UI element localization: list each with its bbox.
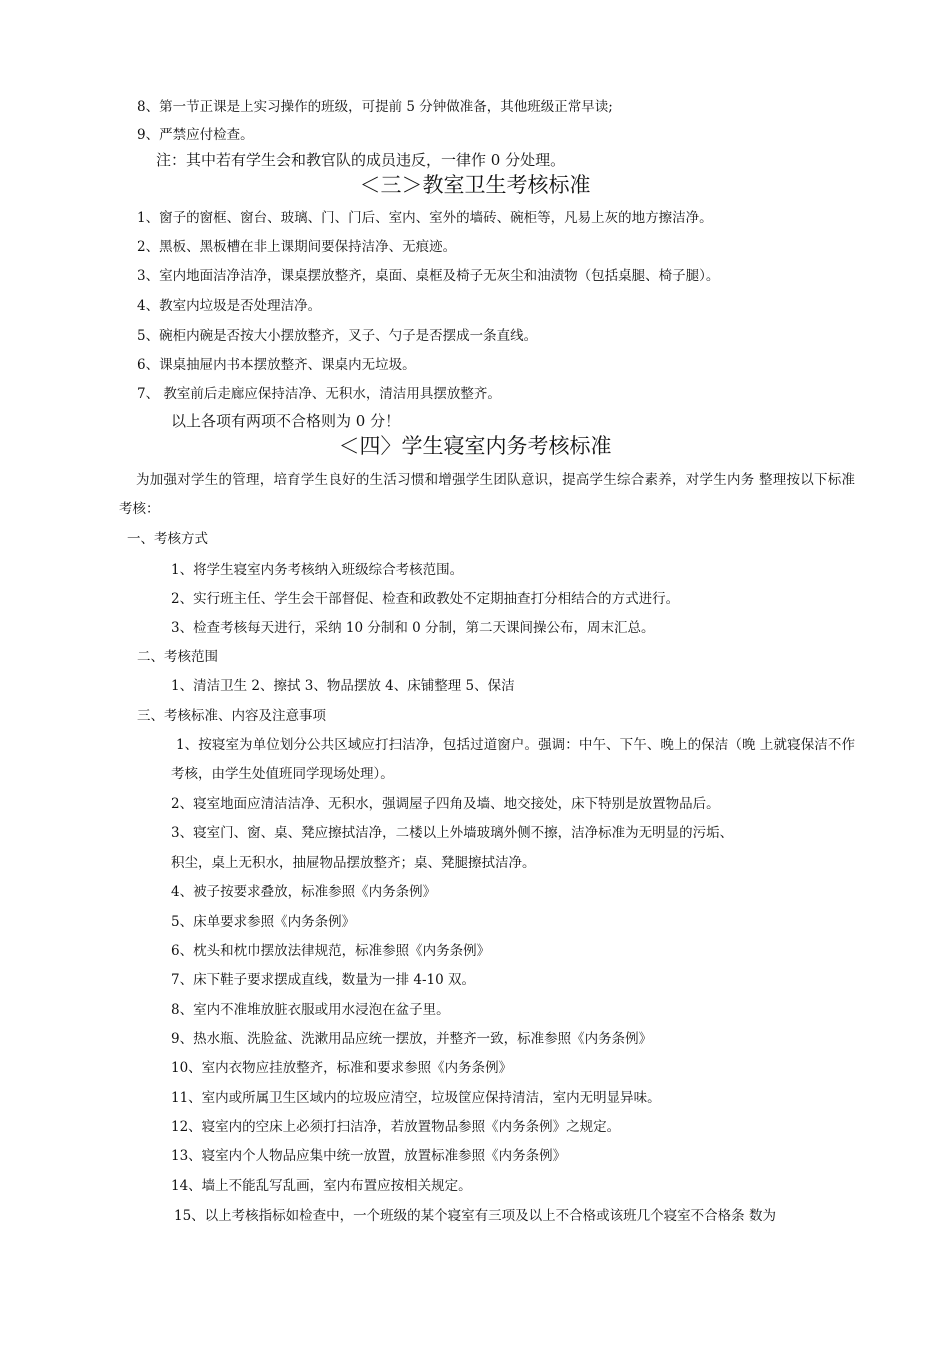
part-3-heading: 三、考核标准、内容及注意事项 — [137, 708, 326, 724]
section3-item-6: 6、课桌抽屉内书本摆放整齐、课桌内无垃圾。 — [137, 357, 416, 373]
section2-note: 注：其中若有学生会和教官队的成员违反，一律作 0 分处理。 — [156, 151, 566, 169]
part-1-item-2: 2、实行班主任、学生会干部督促、检查和政教处不定期抽查打分相结合的方式进行。 — [171, 591, 680, 607]
part-3-item-5: 5、床单要求参照《内务条例》 — [171, 914, 356, 930]
part-3-item-12: 12、寝室内的空床上必须打扫洁净，若放置物品参照《内务条例》之规定。 — [171, 1119, 621, 1135]
part-3-item-8: 8、室内不准堆放脏衣服或用水浸泡在盆子里。 — [171, 1002, 450, 1018]
section3-title: ＜三＞教室卫生考核标准 — [359, 173, 591, 197]
section3-note: 以上各项有两项不合格则为 0 分！ — [171, 412, 401, 430]
part-2-item-1: 1、清洁卫生 2、擦拭 3、物品摆放 4、床铺整理 5、保洁 — [171, 678, 515, 694]
part-3-item-10: 10、室内衣物应挂放整齐，标准和要求参照《内务条例》 — [171, 1060, 513, 1076]
rule-9: 9、严禁应付检查。 — [137, 127, 254, 143]
part-3-item-15: 15、以上考核指标如检查中，一个班级的某个寝室有三项及以上不合格或该班几个寝室不合格条 数为 — [174, 1208, 776, 1224]
part-1-heading: 一、考核方式 — [127, 531, 208, 547]
section4-intro: 为加强对学生的管理，培育学生良好的生活习惯和增强学生团队意识，提高学生综合素养，对学生内务 整理按以下标准考核： — [119, 472, 855, 517]
part-3-item-4: 4、被子按要求叠放，标准参照《内务条例》 — [171, 884, 437, 900]
part-3-item-11: 11、室内或所属卫生区域内的垃圾应清空，垃圾筐应保持清洁，室内无明显异味。 — [171, 1090, 661, 1106]
part-3-item-6: 6、枕头和枕巾摆放法律规范，标准参照《内务条例》 — [171, 943, 491, 959]
part-2-heading: 二、考核范围 — [137, 649, 218, 665]
part-3-item-9: 9、热水瓶、洗脸盆、洗漱用品应统一摆放，并整齐一致，标准参照《内务条例》 — [171, 1031, 653, 1047]
section3-item-5: 5、碗柜内碗是否按大小摆放整齐，叉子、勺子是否摆成一条直线。 — [137, 328, 538, 344]
section3-item-1: 1、窗子的窗框、窗台、玻璃、门、门后、室内、室外的墙砖、碗柜等，凡易上灰的地方擦洁净。 — [137, 210, 713, 226]
part-3-item-7: 7、床下鞋子要求摆成直线，数量为一排 4-10 双。 — [171, 972, 475, 988]
section3-item-3: 3、室内地面洁净洁净，课桌摆放整齐，桌面、桌框及椅子无灰尘和油渍物（包括桌腿、椅子腿）。 — [137, 268, 720, 284]
section4-title: ＜四〉学生寝室内务考核标准 — [338, 434, 612, 458]
section3-item-4: 4、教室内垃圾是否处理洁净。 — [137, 298, 322, 314]
part-3-item-14: 14、墙上不能乱写乱画，室内布置应按相关规定。 — [171, 1178, 472, 1194]
part-3-item-1: 1、按寝室为单位划分公共区域应打扫洁净，包括过道窗户。强调：中午、下午、晚上的保洁（晚 上就寝保洁不作考核，由学生处值班同学现场处理）。 — [171, 737, 855, 782]
part-3-item-13: 13、寝室内个人物品应集中统一放置，放置标准参照《内务条例》 — [171, 1148, 567, 1164]
section3-item-2: 2、黑板、黑板槽在非上课期间要保持洁净、无痕迹。 — [137, 239, 457, 255]
section3-item-7: 7、 教室前后走廊应保持洁净、无积水，清洁用具摆放整齐。 — [137, 386, 501, 402]
rule-8: 8、第一节正课是上实习操作的班级，可提前 5 分钟做准备，其他班级正常早读; — [137, 99, 613, 115]
part-3-item-3-cont: 积尘，桌上无积水，抽屉物品摆放整齐；桌、凳腿擦拭洁净。 — [171, 855, 536, 871]
part-3-item-2: 2、寝室地面应清洁洁净、无积水，强调屋子四角及墙、地交接处，床下特别是放置物品后。 — [171, 796, 720, 812]
part-1-item-3: 3、检查考核每天进行，采纳 10 分制和 0 分制，第二天课间操公布，周末汇总。 — [171, 620, 655, 636]
part-1-item-1: 1、将学生寝室内务考核纳入班级综合考核范围。 — [171, 562, 464, 578]
part-3-item-3: 3、寝室门、窗、桌、凳应擦拭洁净，二楼以上外墙玻璃外侧不擦，洁净标准为无明显的污垢、 — [171, 825, 734, 841]
